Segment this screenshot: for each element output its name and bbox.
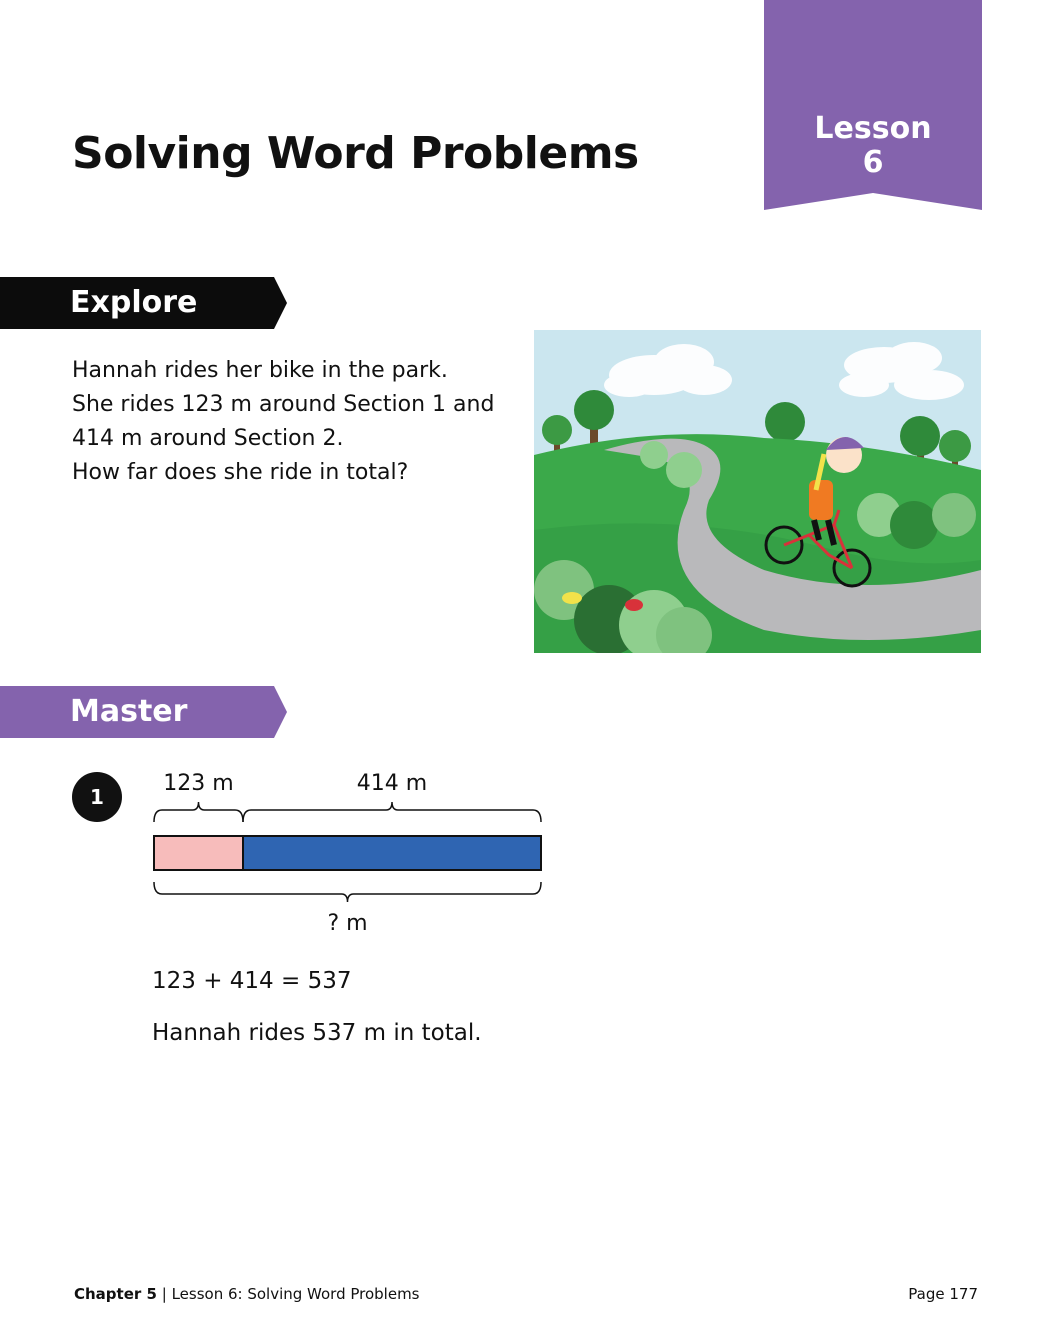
explore-line: She rides 123 m around Section 1 and: [72, 392, 495, 417]
question-number-badge: 1: [72, 772, 122, 822]
total-brace: [154, 882, 541, 902]
total-label: ? m: [327, 911, 368, 936]
bar-model-diagram: [140, 760, 560, 950]
explore-heading: Explore: [70, 285, 198, 320]
part1-bar: [154, 836, 243, 870]
footer-lesson-title: Lesson 6: Solving Word Problems: [171, 1285, 420, 1303]
part1-brace: [154, 802, 243, 822]
lesson-label: [764, 112, 982, 180]
explore-line: 414 m around Section 2.: [72, 426, 344, 451]
part2-label: 414 m: [356, 771, 428, 796]
lesson-number: 6: [862, 145, 884, 180]
explore-problem-text: [72, 354, 512, 490]
park-bike-illustration: [534, 330, 981, 653]
part1-label: 123 m: [163, 771, 234, 796]
explore-line: Hannah rides her bike in the park.: [72, 358, 448, 383]
footer-page-number: Page 177: [908, 1285, 978, 1303]
page-title: Solving Word Problems: [72, 128, 639, 179]
answer-statement: Hannah rides 537 m in total.: [152, 1020, 482, 1046]
equation: 123 + 414 = 537: [152, 968, 352, 994]
part2-bar: [243, 836, 541, 870]
footer-chapter-info: [74, 1285, 420, 1303]
part2-brace: [243, 802, 541, 822]
master-heading: Master: [70, 694, 188, 729]
explore-line: How far does she ride in total?: [72, 460, 409, 485]
footer-separator: |: [161, 1285, 172, 1303]
footer-chapter: Chapter 5: [74, 1285, 157, 1303]
lesson-word: Lesson: [814, 111, 932, 146]
